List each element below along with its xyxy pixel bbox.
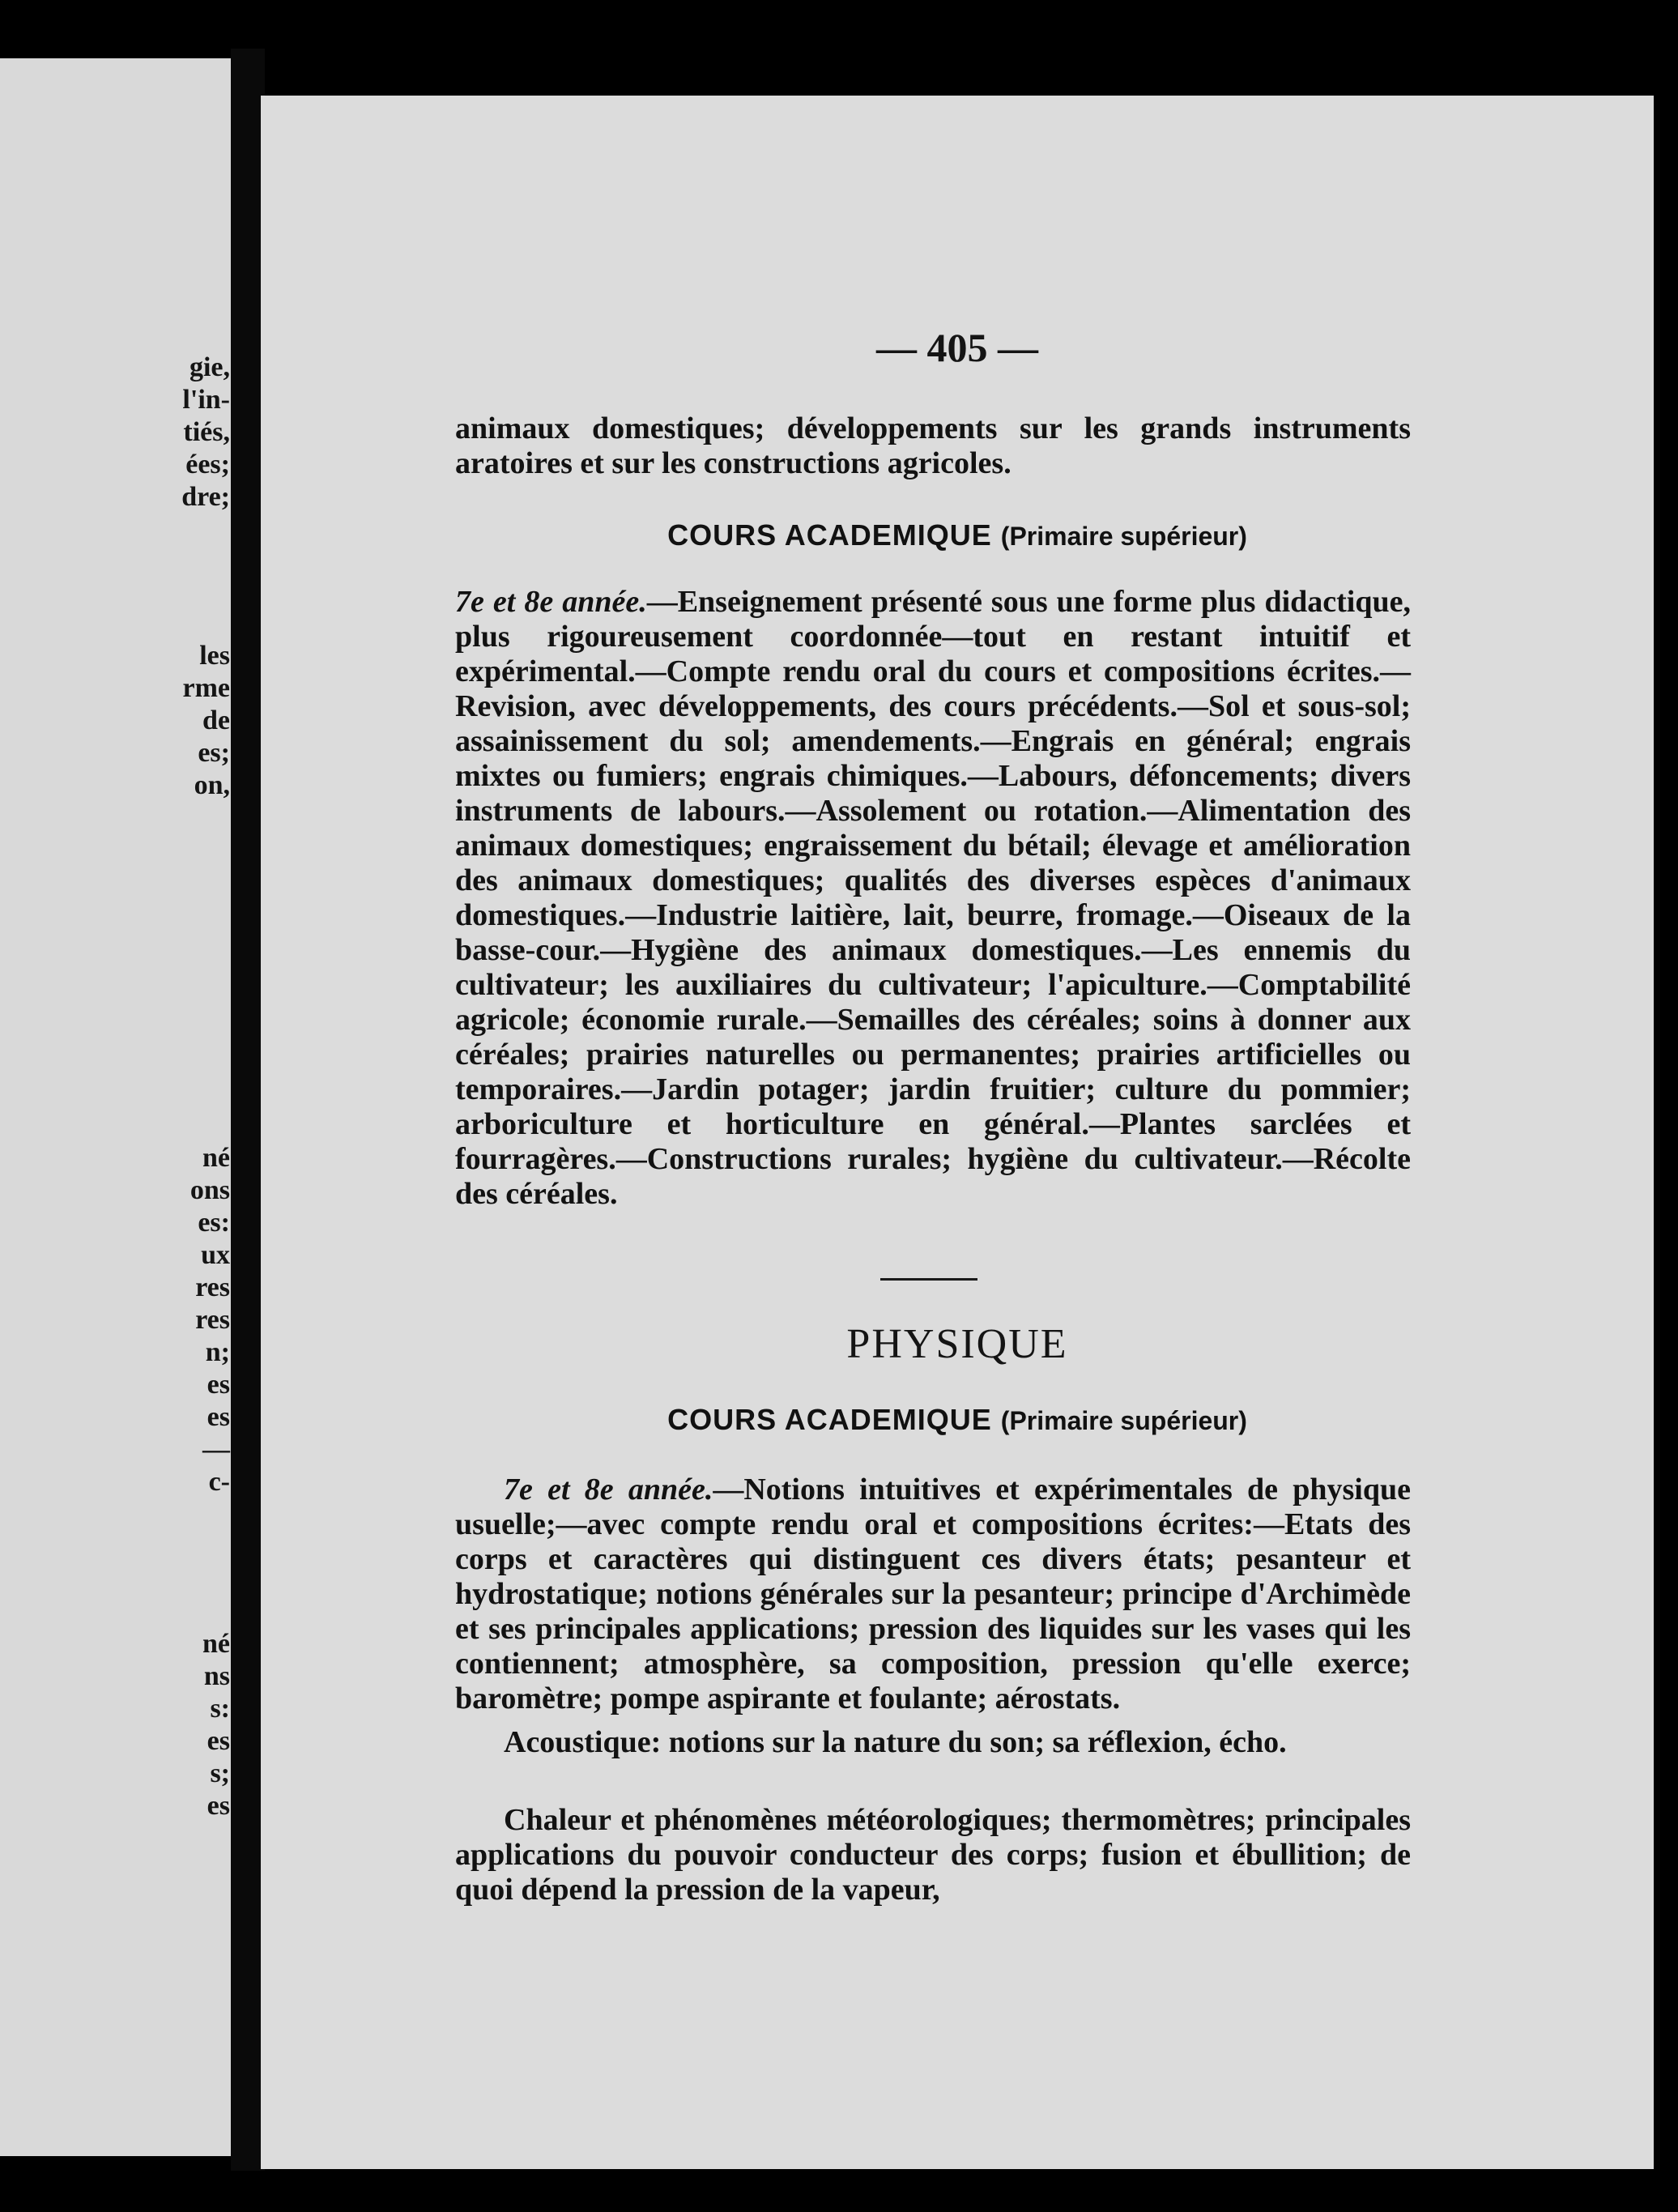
left-fragment-block-bottom xyxy=(202,1628,230,1822)
section-heading-text: COURS ACADEMIQUE xyxy=(667,1403,992,1436)
agriculture-body: —Enseignement présenté sous une forme plus didactique, plus rigoureusement coordonnée—tout en restant intuitif et expérimental.—Compte rendu oral du cours et compositions écrites.—Revision, avec développements, des cours précédents.—Sol et sous-sol; assainissement du sol; amendements.—Engrais en général; engrais mixtes ou fumiers; engrais chimiques.—Labours, défoncements; divers instruments de labours.—Assolement ou rotation.—Alimentation des animaux domestiques; engraissement du bétail; élevage et amélioration des animaux domestiques; qualités des diverses espèces d'animaux domestiques.—Industrie laitière, lait, beurre, fromage.—Oiseaux de la basse-cour.—Hygiène des animaux domestiques.—Les ennemis du cultivateur; les auxiliaires du cultivateur; l'apiculture.—Comptabilité agricole; économie rurale.—Semailles des céréales; soins à donner aux céréales; prairies naturelles ou permanentes; prairies artificielles ou temporaires.—Jardin potager; jardin fruitier; culture du pommier; arboriculture et horticulture en général.—Plantes sarclées et fourragères.—Constructions rurales; hygiène du cultivateur.—Récolte des céréales. xyxy=(455,585,1411,1211)
section-heading-physique xyxy=(261,1403,1654,1437)
left-fragment-block-mid xyxy=(182,640,230,802)
page-number: — 405 — xyxy=(876,325,1038,370)
left-fragment-line: s: xyxy=(210,1694,230,1724)
year-lead: 7e et 8e année. xyxy=(455,585,647,619)
left-fragment-line: ux xyxy=(201,1240,230,1270)
book-spine xyxy=(231,49,265,2171)
left-fragment-line: res xyxy=(195,1272,230,1302)
section-heading-suffix: (Primaire supérieur) xyxy=(1000,1406,1247,1435)
section-divider xyxy=(880,1278,977,1281)
left-fragment-line: les xyxy=(199,641,230,671)
left-fragment-line: né xyxy=(202,1629,230,1659)
agriculture-paragraph xyxy=(455,585,1411,1212)
left-fragment-block-top xyxy=(181,352,230,514)
section-heading-agriculture xyxy=(261,518,1654,552)
left-fragment-line: ons xyxy=(190,1175,230,1205)
left-fragment-line: s; xyxy=(210,1758,230,1788)
left-fragment-line: tiés, xyxy=(183,417,230,447)
left-fragment-line: es xyxy=(207,1791,230,1821)
left-fragment-line: res xyxy=(195,1305,230,1335)
left-fragment-line: né xyxy=(202,1143,230,1173)
left-fragment-line: ées; xyxy=(185,450,230,479)
left-fragment-line: l'in- xyxy=(182,385,230,415)
acoustique-text: Acoustique: notions sur la nature du son; sa réflexion, écho. xyxy=(504,1725,1287,1759)
left-fragment-line: ns xyxy=(203,1661,230,1691)
section-heading-suffix: (Primaire supérieur) xyxy=(1000,522,1247,551)
chaleur-text: Chaleur et phénomènes météorologiques; thermomètres; principales applications du pouvoir conducteur des corps; fusion et ébullition; de quoi dépend la pression de la vapeur, xyxy=(455,1803,1411,1907)
left-fragment-line: dre; xyxy=(181,482,230,512)
left-facing-page xyxy=(0,58,236,2156)
left-fragment-line: es xyxy=(207,1370,230,1400)
left-fragment-line: on, xyxy=(194,770,230,800)
left-fragment-line: n; xyxy=(205,1337,230,1367)
physique-body: —Notions intuitives et expérimentales de physique usuelle;—avec compte rendu oral et compositions écrites:—Etats des corps et caractères qui distinguent ces divers états; pesanteur et hydrostatique; notions générales sur la pesanteur; principe d'Archimède et ses principales applications; pression des liquides sur les vases qui les contiennent; atmosphère, sa composition, pression qu'elle exerce; baromètre; pompe aspirante et foulante; aérostats. xyxy=(455,1473,1411,1715)
left-fragment-line: — xyxy=(202,1434,230,1464)
left-fragment-line: c- xyxy=(208,1467,230,1497)
left-fragment-line: rme xyxy=(182,673,230,703)
acoustique-paragraph xyxy=(455,1725,1411,1760)
section-heading-text: COURS ACADEMIQUE xyxy=(667,518,992,552)
intro-paragraph xyxy=(455,411,1411,481)
left-fragment-line: es xyxy=(207,1726,230,1756)
chaleur-paragraph xyxy=(455,1803,1411,1907)
physique-title: PHYSIQUE xyxy=(846,1321,1068,1367)
left-fragment-block-low xyxy=(190,1142,230,1498)
main-page xyxy=(261,96,1654,2169)
left-fragment-line: es xyxy=(207,1402,230,1432)
physique-paragraph xyxy=(455,1473,1411,1716)
left-fragment-line: es: xyxy=(198,1208,230,1238)
left-fragment-line: es; xyxy=(198,738,230,768)
intro-paragraph-text: animaux domestiques; développements sur les grands instruments aratoires et sur les constructions agricoles. xyxy=(455,411,1411,480)
left-fragment-line: gie, xyxy=(189,352,230,382)
left-fragment-line: de xyxy=(202,705,230,735)
year-lead: 7e et 8e année. xyxy=(504,1473,713,1507)
